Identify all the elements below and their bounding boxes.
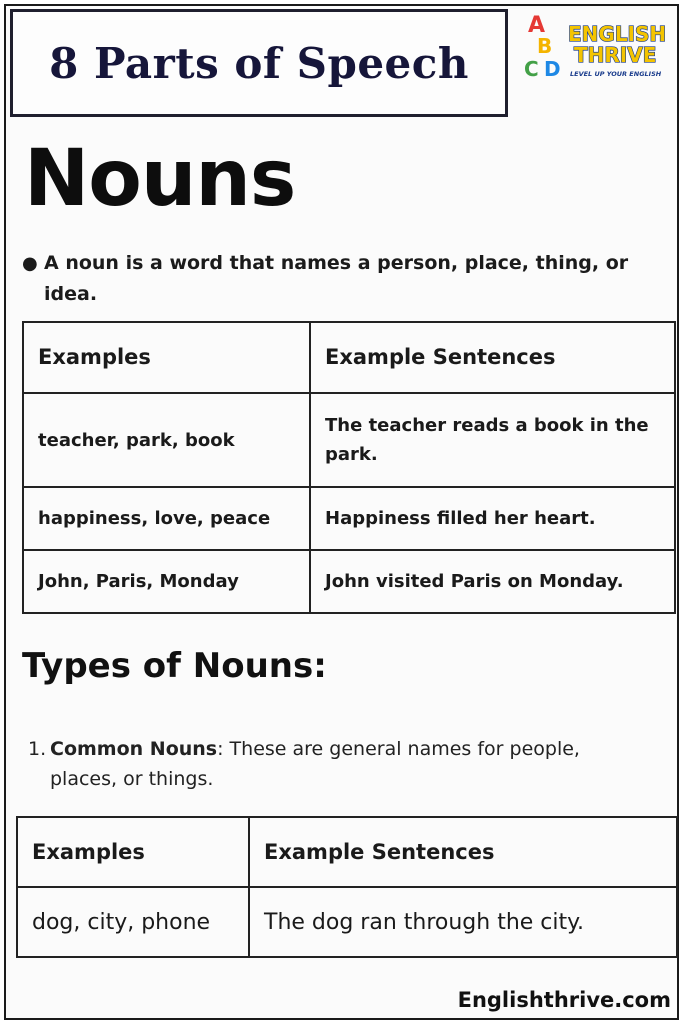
logo-tagline: LEVEL UP YOUR ENGLISH [570, 70, 662, 78]
list-number: 1. [28, 738, 47, 760]
table-row [23, 487, 675, 550]
title-box [10, 9, 508, 117]
table-row [23, 393, 675, 487]
column-header-sentences: Example Sentences [310, 322, 675, 393]
worksheet-page [4, 4, 679, 1020]
svg-text:D: D [544, 57, 561, 81]
column-header-examples: Examples [17, 817, 249, 887]
logo-brand-line2: THRIVE [574, 43, 657, 67]
column-header-sentences: Example Sentences [249, 817, 677, 887]
nouns-examples-table [22, 321, 676, 614]
table-row [17, 887, 677, 957]
sentence-cell: The dog ran through the city. [249, 887, 677, 957]
logo-brand-line1: ENGLISH [568, 22, 667, 46]
svg-text:A: A [528, 13, 546, 38]
abcd-blocks-icon [524, 13, 561, 81]
common-nouns-table [16, 816, 678, 958]
table-header-row [17, 817, 677, 887]
table-header-row [23, 322, 675, 393]
column-header-examples: Examples [23, 322, 310, 393]
footer-website: Englishthrive.com [457, 988, 671, 1012]
svg-text:B: B [537, 34, 553, 58]
definition-text: A noun is a word that names a person, place, thing, or idea. [44, 252, 629, 305]
noun-definition [22, 248, 652, 310]
svg-text:C: C [524, 57, 539, 81]
term-common-nouns: Common Nouns [50, 738, 218, 760]
list-item-common-nouns [28, 734, 648, 794]
english-thrive-logo [522, 10, 668, 84]
page-title: 8 Parts of Speech [49, 38, 469, 88]
sentence-cell: John visited Paris on Monday. [310, 550, 675, 613]
section-heading-types: Types of Nouns: [22, 646, 327, 686]
example-cell: teacher, park, book [23, 393, 310, 487]
example-cell: John, Paris, Monday [23, 550, 310, 613]
section-heading-nouns: Nouns [24, 134, 296, 224]
bullet-icon: ● [22, 253, 38, 274]
term-description: : These are general names for people, places, or things. [50, 738, 580, 790]
example-cell: happiness, love, peace [23, 487, 310, 550]
example-cell: dog, city, phone [17, 887, 249, 957]
list-item-text [50, 734, 648, 794]
sentence-cell: The teacher reads a book in the park. [310, 393, 675, 487]
table-row [23, 550, 675, 613]
sentence-cell: Happiness filled her heart. [310, 487, 675, 550]
